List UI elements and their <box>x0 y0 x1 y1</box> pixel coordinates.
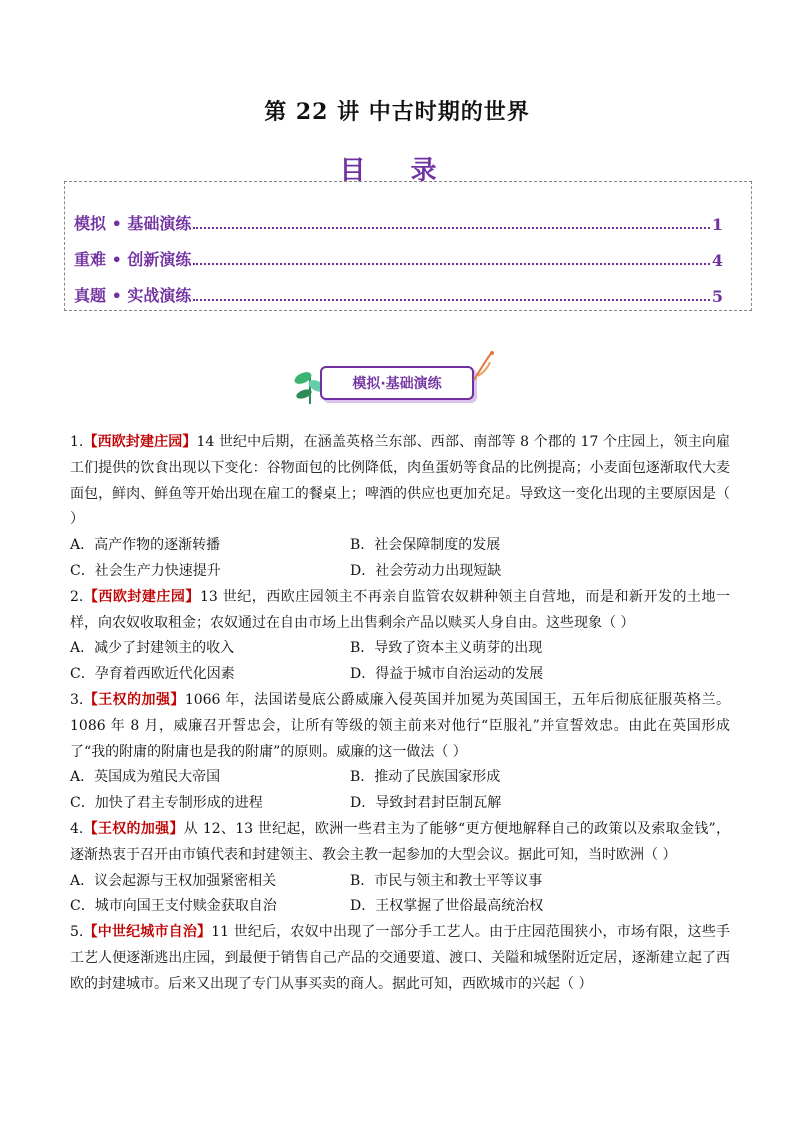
question-tag: 【王权的加强】 <box>83 820 184 837</box>
option-c[interactable]: C．加快了君主专制形成的进程 <box>70 795 263 812</box>
option-a[interactable]: A．英国成为殖民大帝国 <box>70 769 221 786</box>
option-d[interactable]: D．社会劳动力出现短缺 <box>350 562 502 579</box>
toc-item-page: 1 <box>711 215 723 234</box>
question-number: 1. <box>70 434 84 450</box>
question-text: 1066 年，法国诺曼底公爵威廉入侵英国并加冕为英国国王，五年后彻底征服英格兰。1086 年 8 月，威廉召开誓忠会，让所有等级的领主前来对他行“臣服礼”并宣誓效忠。由此在英国形成了“我的附庸的附庸也是我的附庸”的原则。威廉的这一做法（ ） <box>70 691 730 760</box>
table-of-contents <box>64 181 752 311</box>
option-c[interactable]: C．社会生产力快速提升 <box>70 562 221 579</box>
question-number: 3. <box>70 691 84 708</box>
question-number: 4. <box>70 820 84 837</box>
question-stem <box>70 688 730 765</box>
feather-decoration-icon <box>470 350 496 384</box>
question-text: 从 12、13 世纪起，欧洲一些君主为了能够“更方便地解释自己的政策以及索取金钱”，逐渐热衷于召开由市镇代表和封建领主、教会主教一起参加的大型会议。据此可知，当时欧洲（ ） <box>70 820 731 863</box>
question-item <box>70 688 730 817</box>
question-stem <box>70 817 730 869</box>
question-stem <box>70 920 730 997</box>
option-b[interactable]: B．市民与领主和教士平等议事 <box>350 872 543 889</box>
question-tag: 【中世纪城市自治】 <box>83 924 212 941</box>
option-d[interactable]: D．导致封君封臣制瓦解 <box>350 795 502 812</box>
option-b[interactable]: B．导致了资本主义萌芽的出现 <box>350 640 543 657</box>
question-item <box>70 920 730 997</box>
question-text: 14 世纪中后期，在涵盖英格兰东部、西部、南部等 8 个郡的 17 个庄园上，领主向雇工们提供的饮食出现以下变化：谷物面包的比例降低，肉鱼蛋奶等食品的比例提高；小麦面包逐渐取代大麦面包，鲜肉、鲜鱼等开始出现在雇工的餐桌上；啤酒的供应也更加充足。导致这一变化出现的主要原因是（ ） <box>70 434 731 528</box>
question-item <box>70 817 730 920</box>
toc-item-page: 4 <box>711 251 723 270</box>
option-a[interactable]: A．减少了封建领主的收入 <box>70 640 235 657</box>
toc-item-page: 5 <box>711 287 723 306</box>
option-d[interactable]: D．得益于城市自治运动的发展 <box>350 666 544 683</box>
question-number: 2. <box>70 588 84 605</box>
section-banner-label: 模拟·基础演练 <box>320 366 474 400</box>
option-d[interactable]: D．王权掌握了世俗最高统治权 <box>350 898 544 915</box>
question-stem <box>70 585 730 637</box>
option-b[interactable]: B．推动了民族国家形成 <box>350 769 501 786</box>
question-tag: 【西欧封建庄园】 <box>83 588 200 605</box>
question-item <box>70 430 730 585</box>
question-text: 11 世纪后，农奴中出现了一部分手工艺人。由于庄园范围狭小，市场有限，这些手工艺人便逐渐逃出庄园，到最便于销售自己产品的交通要道、渡口、关隘和城堡附近定居，逐渐建立起了西欧的封建城市。后来又出现了专门从事买卖的商人。据此可知，西欧城市的兴起（ ） <box>70 924 731 992</box>
toc-item-advanced[interactable] <box>74 246 723 270</box>
toc-item-exam[interactable] <box>74 282 723 306</box>
option-c[interactable]: C．城市向国王支付赎金获取自治 <box>70 898 277 915</box>
toc-item-label: 模拟 • 基础演练 <box>74 214 192 233</box>
toc-item-label: 重难 • 创新演练 <box>74 250 192 269</box>
question-item <box>70 585 730 688</box>
question-text: 13 世纪，西欧庄园领主不再亲自监管农奴耕种领主自营地，而是和新开发的土地一样，向农奴收取租金；农奴通过在自由市场上出售剩余产品以赎买人身自由。这些现象（ ） <box>70 588 730 631</box>
toc-leader-dots <box>193 227 709 229</box>
question-number: 5. <box>70 924 84 941</box>
toc-leader-dots <box>193 263 709 265</box>
option-b[interactable]: B．社会保障制度的发展 <box>350 537 501 554</box>
question-stem <box>70 430 730 533</box>
question-tag: 【西欧封建庄园】 <box>83 434 197 450</box>
toc-item-basic[interactable] <box>74 210 723 234</box>
toc-item-label: 真题 • 实战演练 <box>74 286 192 305</box>
option-c[interactable]: C．孕育着西欧近代化因素 <box>70 666 235 683</box>
question-list <box>70 430 730 998</box>
page-title: 第 22 讲 中古时期的世界 <box>264 99 530 125</box>
section-banner <box>0 350 794 410</box>
question-tag: 【王权的加强】 <box>83 691 185 708</box>
toc-leader-dots <box>193 299 709 301</box>
toc-heading: 目 录 <box>339 156 455 186</box>
option-a[interactable]: A．高产作物的逐渐转播 <box>70 537 221 554</box>
option-a[interactable]: A．议会起源与王权加强紧密相关 <box>70 872 277 889</box>
